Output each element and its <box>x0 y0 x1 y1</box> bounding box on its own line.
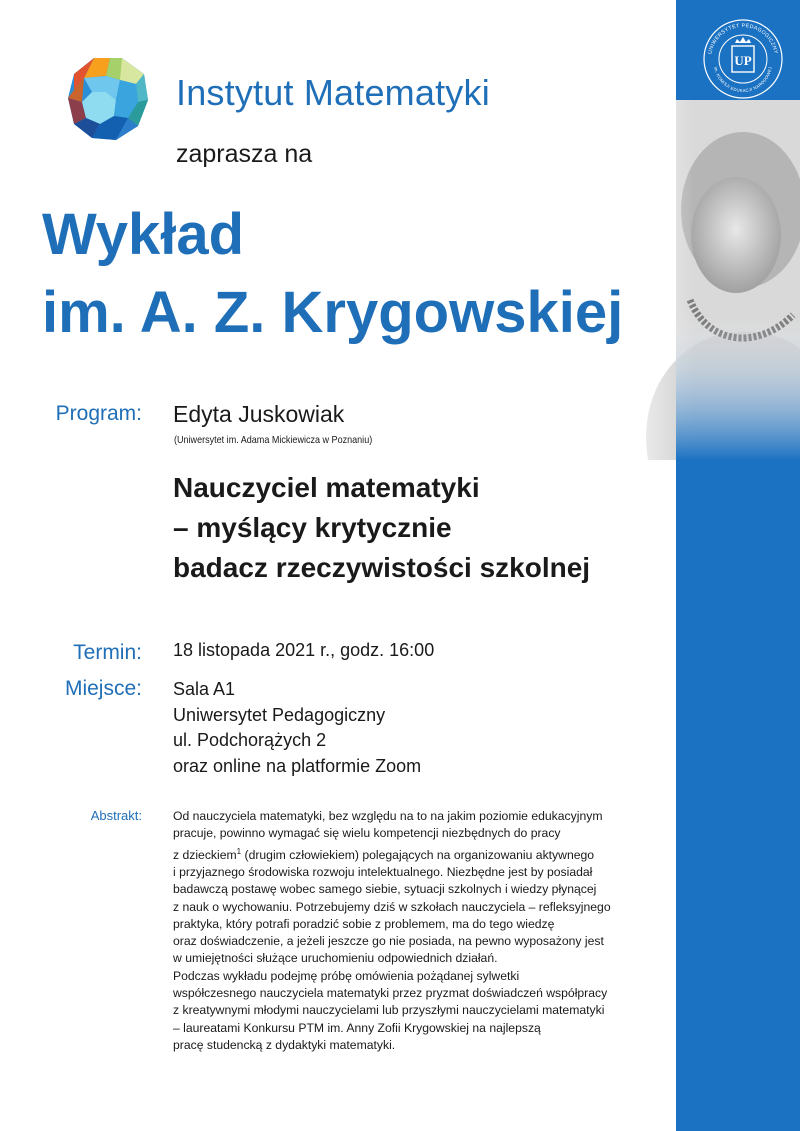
place-line: Uniwersytet Pedagogiczny <box>173 704 386 725</box>
abstract-line: Od nauczyciela matematyki, bez względu na to na jakim poziomie edukacyjnym <box>173 809 603 823</box>
abstract-line: Podczas wykładu podejmę próbę omówienia pożądanej sylwetki <box>173 968 520 983</box>
abstract-line: pracę studencką z dydaktyki matematyki. <box>173 1037 396 1052</box>
university-seal-logo <box>702 18 784 100</box>
invites-text: zaprasza na <box>176 140 313 168</box>
title-line-1: Wykład <box>42 202 245 267</box>
abstract-line: praktyka, który potrafi poradzić sobie z problemem, ma do tego wiedzę <box>173 916 555 931</box>
lecture-title-line: Nauczyciel matematyki <box>173 472 480 503</box>
speaker-affiliation: (Uniwersytet im. Adama Mickiewicza w Poznaniu) <box>174 434 373 446</box>
title-line-2: im. A. Z. Krygowskiej <box>42 280 624 345</box>
place-line: oraz online na platformie Zoom <box>173 755 422 776</box>
institute-name: Instytut Matematyki <box>176 72 490 113</box>
abstract-line: z kreatywnymi młodymi nauczycielami lub przyszłymi nauczycielami matematyki <box>173 1003 605 1018</box>
abstract-line: badawczą postawę wobec samego siebie, sytuacji szkolnych i wiedzy płynącej <box>173 882 597 897</box>
lecture-title-line: badacz rzeczywistości szkolnej <box>173 552 591 583</box>
abstract-line: pracuje, powinno wymagać się wielu kompetencji niezbędnych do pracy <box>173 826 561 841</box>
abstract-line-part: (drugim człowiekiem) polegających na organizowaniu aktywnego <box>241 847 595 862</box>
abstract-line: z nauk o wychowaniu. Potrzebujemy dziś w szkołach nauczyciela – refleksyjnego <box>173 899 611 914</box>
abstract-line: współczesnego nauczyciela matematyki przez pryzmat doświadczeń współpracy <box>173 986 608 1001</box>
place-line: ul. Podchorążych 2 <box>173 730 327 750</box>
seal-ring-text-top: UNIWERSYTET PEDAGOGICZNY <box>707 22 779 55</box>
footnote-mark: 1 <box>236 846 242 856</box>
abstract-line: – laureatami Konkursu PTM im. Anny Zofii Krygowskiej na najlepszą <box>173 1020 541 1035</box>
place-details <box>173 677 421 779</box>
abstract-text <box>173 808 611 1054</box>
abstract-line <box>173 843 611 864</box>
abstract-line-part: z dzieckiem <box>173 847 237 862</box>
term-value: 18 listopada 2021 r., godz. 16:00 <box>173 640 435 660</box>
lecture-title <box>173 468 590 588</box>
abstract-line: w umiejętności służące uruchomieniu odpowiednich działań. <box>173 951 498 966</box>
abstract-label: Abstrakt: <box>90 808 142 823</box>
abstract-line: oraz doświadczenie, a jeżeli jeszcze go nie posiada, na pewno wyposażony jest <box>173 934 604 949</box>
portrait-photo <box>608 100 800 460</box>
crown-icon <box>735 37 751 43</box>
polyhedron-logo-icon <box>66 56 150 140</box>
speaker-name: Edyta Juskowiak <box>173 401 345 427</box>
lecture-title-line: – myślący krytycznie <box>173 512 452 543</box>
abstract-line: i przyjaznego środowiska rozwoju intelektualnego. Niezbędne jest by posiadał <box>173 864 593 879</box>
seal-initials: UP <box>734 53 752 68</box>
seal-ring-text-bottom: im. KOMISJI EDUKACJI NARODOWEJ <box>713 66 773 94</box>
place-line: Sala A1 <box>173 679 236 699</box>
place-label: Miejsce: <box>64 677 142 700</box>
page-title <box>42 196 623 352</box>
term-label: Termin: <box>73 641 142 664</box>
program-label: Program: <box>55 402 142 425</box>
